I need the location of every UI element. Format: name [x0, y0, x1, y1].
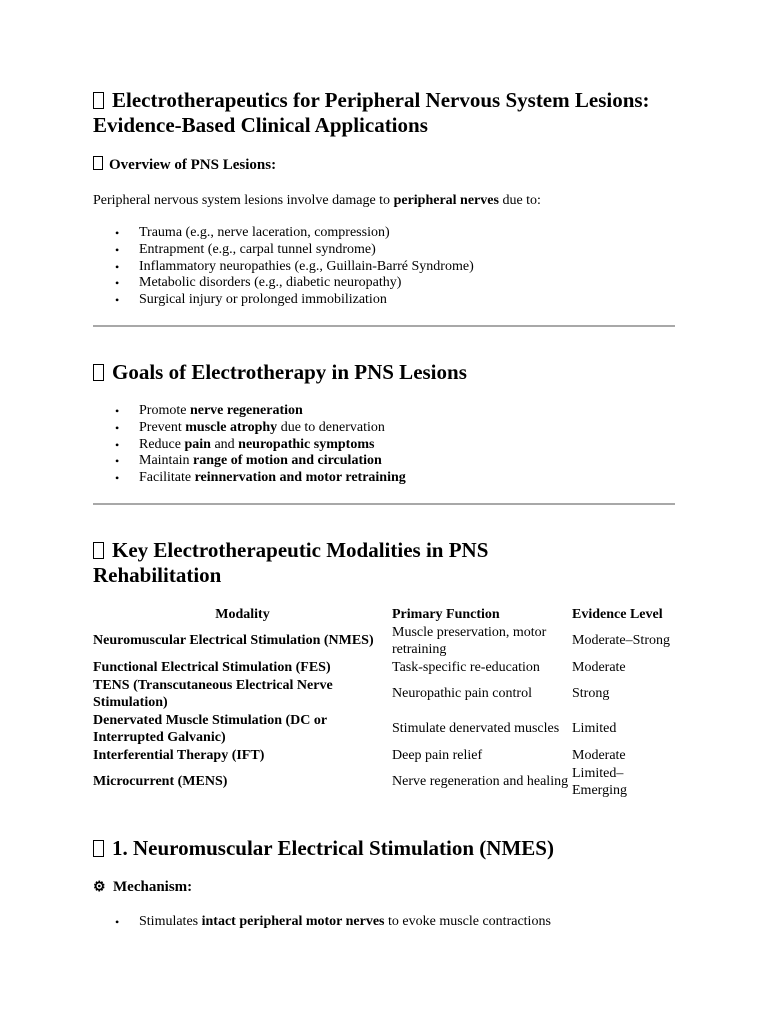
- goals-list: [93, 403, 406, 487]
- nmes-heading: [93, 836, 554, 861]
- evidence-cell: Limited: [572, 721, 617, 736]
- list-item: • Trauma (e.g., nerve laceration, compression): [93, 225, 474, 242]
- list-item-bold: muscle atrophy: [185, 419, 278, 435]
- goals-heading-text: Goals of Electrotherapy in PNS Lesions: [112, 360, 467, 384]
- causes-list: [93, 225, 474, 309]
- list-item-text: to evoke muscle contractions: [384, 914, 551, 929]
- list-item-text: and: [210, 436, 239, 452]
- column-header-function: Primary Function: [392, 606, 500, 622]
- table-row: [93, 711, 675, 746]
- modalities-table: [93, 605, 675, 799]
- list-item-text: Maintain: [139, 453, 194, 469]
- overview-intro: [93, 192, 541, 209]
- mechanism-heading: [93, 878, 192, 897]
- intro-bold: peripheral nerves: [393, 193, 499, 208]
- modality-cell: Neuromuscular Electrical Stimulation (NMES): [93, 633, 374, 648]
- table-row: [93, 676, 675, 711]
- modality-cell: Functional Electrical Stimulation (FES): [93, 659, 331, 675]
- list-item: • Metabolic disorders (e.g., diabetic neuropathy): [93, 275, 474, 292]
- function-cell: Neuropathic pain control: [392, 686, 532, 701]
- list-item: • Entrapment (e.g., carpal tunnel syndrome): [93, 242, 474, 259]
- missing-glyph-icon: [93, 156, 103, 170]
- missing-glyph-icon: [93, 92, 104, 109]
- table-header-row: [93, 605, 675, 623]
- mechanism-label: Mechanism:: [113, 879, 193, 895]
- list-item: [93, 470, 406, 487]
- divider: [93, 325, 675, 327]
- modalities-heading-text: Key Electrotherapeutic Modalities in PNS Rehabilitation: [93, 538, 489, 587]
- list-item-text: Prevent: [139, 419, 186, 435]
- evidence-cell: Limited–Emerging: [572, 765, 627, 798]
- document-title-text: Electrotherapeutics for Peripheral Nervous System Lesions: Evidence-Based Clinical Applications: [93, 88, 650, 137]
- function-cell: Muscle preservation, motor retraining: [392, 624, 547, 657]
- overview-heading-text: Overview of PNS Lesions:: [109, 157, 277, 173]
- list-item-text: Promote: [139, 403, 190, 418]
- mechanism-list: [93, 914, 551, 931]
- list-item-bold: intact peripheral motor nerves: [201, 914, 385, 929]
- evidence-cell: Moderate: [572, 659, 626, 675]
- list-item-bold: nerve regeneration: [189, 403, 303, 418]
- table-row: [93, 658, 675, 676]
- column-header-modality: Modality: [215, 606, 270, 622]
- list-item-text: Reduce: [139, 436, 185, 452]
- document-title: [93, 88, 675, 138]
- table-row: [93, 746, 675, 764]
- table-row: [93, 623, 675, 658]
- list-item: [93, 420, 406, 437]
- list-item-text: due to denervation: [277, 419, 385, 435]
- intro-text-end: due to:: [498, 193, 541, 208]
- goals-heading: [93, 360, 467, 385]
- nmes-heading-text: 1. Neuromuscular Electrical Stimulation (NMES): [112, 836, 554, 860]
- missing-glyph-icon: [93, 542, 104, 559]
- function-cell: Nerve regeneration and healing: [392, 774, 569, 789]
- list-item-bold: range of motion and circulation: [193, 453, 382, 469]
- list-item-text: Facilitate: [139, 470, 195, 486]
- gear-icon: ⚙: [93, 880, 106, 895]
- evidence-cell: Strong: [572, 686, 610, 701]
- modality-cell: Microcurrent (MENS): [93, 774, 228, 789]
- list-item: • Inflammatory neuropathies (e.g., Guillain-Barré Syndrome): [93, 259, 474, 276]
- modality-cell: Interferential Therapy (IFT): [93, 747, 265, 763]
- overview-heading: [93, 156, 276, 174]
- list-item: [93, 437, 406, 454]
- function-cell: Deep pain relief: [392, 747, 483, 763]
- modality-cell: Denervated Muscle Stimulation (DC or Interrupted Galvanic): [93, 712, 327, 745]
- function-cell: Task-specific re-education: [392, 659, 540, 675]
- evidence-cell: Moderate–Strong: [572, 633, 670, 648]
- list-item-bold: neuropathic symptoms: [238, 436, 375, 452]
- evidence-cell: Moderate: [572, 747, 626, 763]
- list-item: [93, 914, 551, 931]
- column-header-evidence: Evidence Level: [572, 606, 663, 622]
- intro-text: Peripheral nervous system lesions involve damage to: [93, 193, 394, 208]
- divider: [93, 503, 675, 505]
- list-item: • Surgical injury or prolonged immobilization: [93, 292, 474, 309]
- modalities-heading: [93, 538, 563, 588]
- list-item-bold: reinnervation and motor retraining: [194, 470, 406, 486]
- table-row: [93, 764, 675, 799]
- missing-glyph-icon: [93, 364, 104, 381]
- list-item: [93, 403, 406, 420]
- missing-glyph-icon: [93, 840, 104, 857]
- list-item-text: Stimulates: [139, 914, 202, 929]
- list-item: [93, 453, 406, 470]
- modality-cell: TENS (Transcutaneous Electrical Nerve Stimulation): [93, 677, 333, 710]
- function-cell: Stimulate denervated muscles: [392, 721, 560, 736]
- list-item-bold: pain: [184, 436, 211, 452]
